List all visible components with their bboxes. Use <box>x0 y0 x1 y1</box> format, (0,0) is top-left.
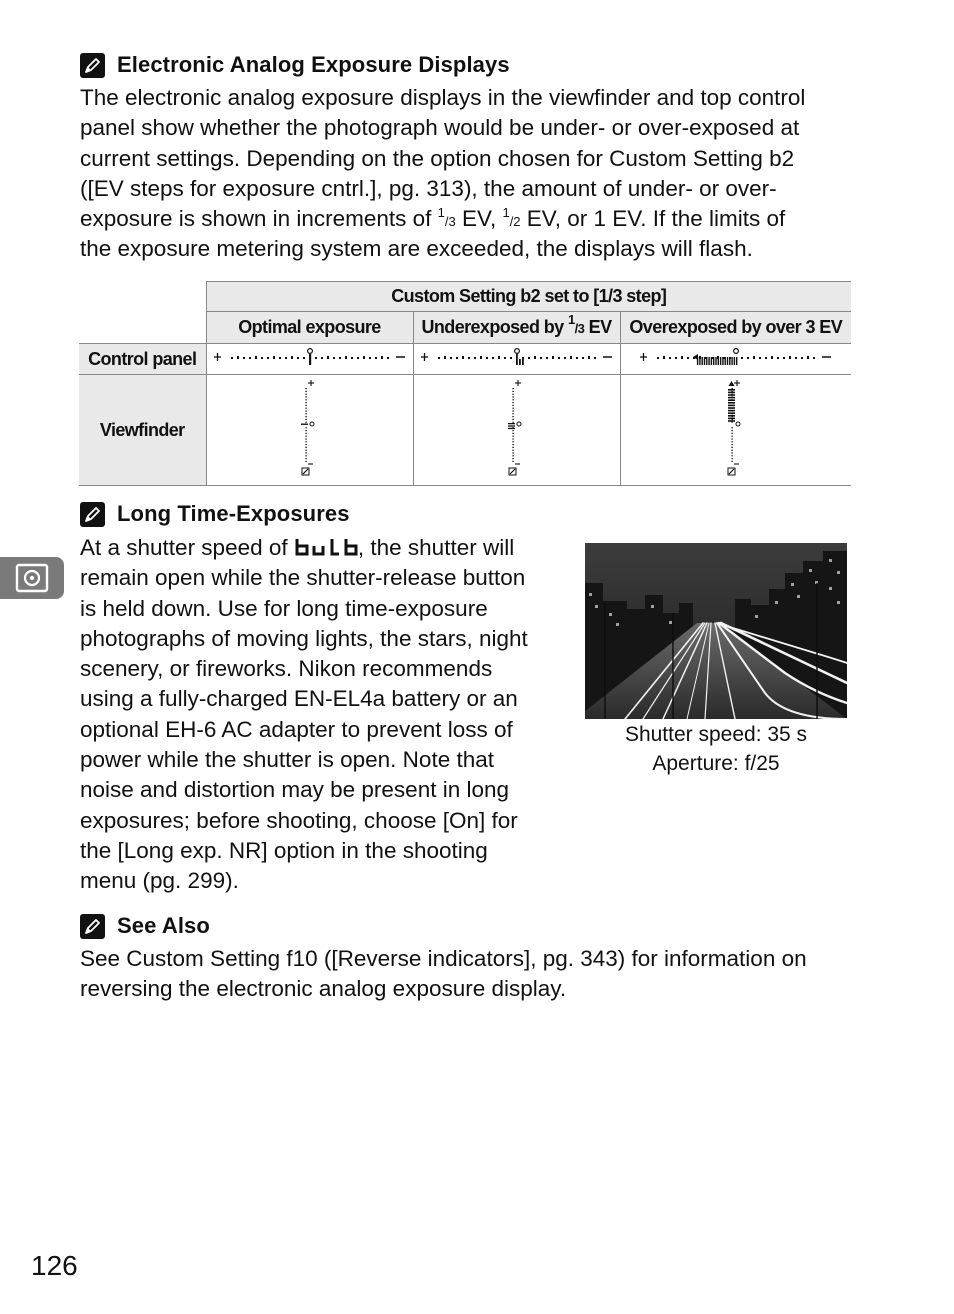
table-corner <box>79 312 206 344</box>
meter-tick <box>512 441 513 442</box>
meter-tick <box>438 357 440 359</box>
text-line: the [Long exp. NR] option in the shooting <box>80 837 488 863</box>
meter-tick <box>285 357 287 359</box>
zero-marker <box>734 348 739 353</box>
text-line: menu (pg. 299). <box>80 868 239 894</box>
exposure-bar <box>728 394 735 396</box>
meter-tick <box>741 357 743 359</box>
meter-tick <box>327 356 329 359</box>
meter-tick <box>305 413 306 414</box>
meter-tick <box>512 430 513 431</box>
exposure-bar <box>508 423 515 424</box>
exposure-bar <box>728 407 735 409</box>
column-header-underexposed <box>413 312 620 344</box>
meter-tick <box>789 356 791 359</box>
exposure-bar <box>734 357 735 365</box>
text-line: See Custom Setting f10 ([Reverse indicators], pg. 343) for information on <box>80 946 807 971</box>
meter-tick <box>305 399 306 400</box>
meter-tick <box>759 357 761 359</box>
header-text: Underexposed by <box>421 317 568 337</box>
meter-tick <box>450 357 452 359</box>
meter-tick <box>731 432 732 433</box>
meter-tick <box>512 444 513 445</box>
long-exposure-photo <box>585 543 847 719</box>
meter-tick <box>731 427 732 428</box>
viewfinder-meter-optimal <box>298 378 322 478</box>
table-group-header: Custom Setting b2 set to [1/3 step] <box>206 282 851 312</box>
meter-tick <box>363 356 365 359</box>
meter-tick <box>357 357 359 359</box>
note-heading-see-also <box>80 911 210 941</box>
table-corner <box>79 282 206 312</box>
exposure-bar <box>728 412 735 414</box>
text-line: scenery, or fireworks. Nikon recommends <box>80 656 493 682</box>
exposure-bar <box>729 357 730 365</box>
control-panel-display-optimal <box>206 344 413 375</box>
meter-tick <box>512 438 513 439</box>
meter-tick <box>669 357 671 359</box>
exposure-bar <box>728 389 735 391</box>
meter-tick <box>305 416 306 417</box>
meter-tick <box>279 357 281 359</box>
exposure-bar <box>309 354 311 365</box>
meter-tick <box>305 455 306 456</box>
column-header-overexposed: Overexposed by over 3 EV <box>620 312 851 344</box>
meter-tick <box>663 356 665 359</box>
meter-tick <box>492 357 494 359</box>
exposure-bar <box>720 357 721 365</box>
exposure-bar <box>706 357 707 365</box>
meter-tick <box>305 432 306 433</box>
metering-icon <box>15 563 49 593</box>
meter-scale <box>508 380 521 475</box>
text-line: reversing the electronic analog exposure display. <box>80 976 567 1002</box>
viewfinder-meter-under <box>505 378 529 478</box>
meter-tick <box>351 357 353 359</box>
analog-meter-optimal <box>212 347 407 367</box>
meter-tick <box>273 356 275 359</box>
text-run: exposure is shown in increments of <box>80 206 438 232</box>
meter-tick <box>765 357 767 359</box>
text-line: remain open while the shutter-release button <box>80 565 526 591</box>
meter-tick <box>528 357 530 359</box>
meter-tick <box>303 357 305 359</box>
meter-tick <box>801 357 803 359</box>
text-line: is held down. Use for long time-exposure <box>80 595 488 621</box>
analog-meter-over <box>638 347 833 367</box>
zero-marker <box>515 348 520 353</box>
meter-tick <box>305 396 306 397</box>
viewfinder-display-optimal <box>206 375 413 486</box>
meter-tick <box>731 446 732 447</box>
meter-tick <box>771 356 773 359</box>
meter-tick <box>444 356 446 359</box>
chapter-side-tab <box>0 557 64 599</box>
exposure-bar <box>722 357 723 365</box>
note-heading-long-time <box>80 499 350 529</box>
viewfinder-display-over <box>620 375 851 486</box>
viewfinder-meter-over <box>724 378 748 478</box>
pencil-note-icon <box>80 502 105 527</box>
meter-tick <box>512 388 513 389</box>
meter-tick <box>297 357 299 359</box>
meter-tick <box>546 357 548 359</box>
exposure-bar <box>716 357 717 365</box>
meter-tick <box>731 441 732 442</box>
exposure-bar <box>732 357 733 365</box>
meter-tick <box>570 356 572 359</box>
row-header-control-panel: Control panel <box>79 344 206 375</box>
meter-tick <box>480 356 482 359</box>
exposure-bar <box>728 402 735 404</box>
text-line: photographs of moving lights, the stars, night <box>80 625 528 651</box>
meter-tick <box>305 402 306 403</box>
meter-tick <box>305 441 306 442</box>
text-run: EV, or 1 EV. If the limits of <box>520 206 786 232</box>
meter-tick <box>291 356 293 359</box>
meter-tick <box>305 446 306 447</box>
text-line <box>80 533 528 563</box>
meter-tick <box>468 357 470 359</box>
text-line: The electronic analog exposure displays in the viewfinder and top control <box>80 85 806 110</box>
meter-tick <box>731 430 732 431</box>
text-run: At a shutter speed of <box>80 535 294 560</box>
text-line: panel show whether the photograph would be under- or over-exposed at <box>80 115 800 141</box>
exposure-bar <box>508 425 515 426</box>
over-arrow <box>728 381 734 386</box>
meter-tick <box>534 356 536 359</box>
note-heading-analog <box>80 50 510 80</box>
zero-marker <box>736 422 740 426</box>
meter-tick <box>687 357 689 359</box>
fraction-numerator: 1 <box>502 205 510 221</box>
exposure-bar <box>728 404 735 406</box>
text-line: power while the shutter is open. Note that <box>80 747 494 773</box>
exposure-bar <box>728 396 735 398</box>
meter-tick <box>512 413 513 414</box>
exposure-bar <box>728 420 735 422</box>
meter-tick <box>675 357 677 359</box>
meter-tick <box>305 407 306 408</box>
meter-tick <box>576 357 578 359</box>
zero-marker <box>308 348 313 353</box>
see-also-body-text <box>80 944 807 1005</box>
meter-tick <box>321 357 323 359</box>
meter-tick <box>339 357 341 359</box>
section-title: Electronic Analog Exposure Displays <box>117 52 510 77</box>
exposure-bar <box>728 415 735 417</box>
meter-tick <box>807 356 809 359</box>
exposure-bar <box>713 357 714 365</box>
viewfinder-display-under <box>413 375 620 486</box>
exposure-bar <box>728 409 735 411</box>
exposure-bar <box>711 357 712 365</box>
bulb-text: bulb <box>293 537 296 538</box>
zero-marker <box>517 422 521 426</box>
control-panel-display-under <box>413 344 620 375</box>
meter-tick <box>512 396 513 397</box>
long-time-body-text <box>80 533 528 897</box>
meter-tick <box>261 357 263 359</box>
exposure-bar <box>519 359 521 365</box>
meter-tick <box>731 452 732 453</box>
meter-tick <box>305 452 306 453</box>
meter-tick <box>731 444 732 445</box>
meter-scale <box>214 348 405 364</box>
over-arrow <box>693 354 698 360</box>
meter-tick <box>462 356 464 359</box>
text-line: optional EH-6 AC adapter to prevent loss of <box>80 716 513 742</box>
meter-tick <box>594 357 596 359</box>
exposure-bar <box>522 359 524 365</box>
meter-tick <box>558 357 560 359</box>
meter-tick <box>512 432 513 433</box>
meter-tick <box>305 388 306 389</box>
analog-meter-under <box>419 347 614 367</box>
text-line: using a fully-charged EN-EL4a battery or an <box>80 686 518 712</box>
meter-tick <box>305 393 306 394</box>
meter-scale <box>728 380 740 475</box>
pencil-note-icon <box>80 914 105 939</box>
meter-tick <box>305 460 306 461</box>
meter-tick <box>512 418 513 419</box>
meter-tick <box>267 357 269 359</box>
meter-tick <box>552 356 554 359</box>
meter-tick <box>305 430 306 431</box>
meter-tick <box>243 357 245 359</box>
exposure-bar <box>702 357 703 365</box>
meter-tick <box>512 390 513 391</box>
meter-tick <box>783 357 785 359</box>
exposure-bar <box>508 427 515 428</box>
meter-tick <box>237 356 239 359</box>
exposure-bar <box>704 357 705 365</box>
meter-tick <box>305 458 306 459</box>
meter-tick <box>305 449 306 450</box>
section-title: Long Time-Exposures <box>117 501 350 526</box>
meter-tick <box>381 356 383 359</box>
exposure-bar <box>718 357 719 365</box>
meter-tick <box>369 357 371 359</box>
meter-tick <box>512 410 513 411</box>
meter-tick <box>731 460 732 461</box>
header-text: EV <box>584 317 612 337</box>
pencil-note-icon <box>80 53 105 78</box>
fraction-numerator: 1 <box>567 312 575 327</box>
meter-tick <box>486 357 488 359</box>
zero-marker <box>310 422 314 426</box>
control-panel-display-over <box>620 344 851 375</box>
meter-tick <box>582 357 584 359</box>
meter-tick <box>731 435 732 436</box>
bulb-lcd-display <box>294 537 358 557</box>
exposure-bar <box>699 357 700 365</box>
meter-tick <box>512 402 513 403</box>
meter-tick <box>522 357 524 359</box>
meter-tick <box>512 460 513 461</box>
text-line: noise and distortion may be present in long <box>80 777 510 803</box>
meter-tick <box>512 452 513 453</box>
meter-tick <box>731 438 732 439</box>
meter-tick <box>474 357 476 359</box>
exposure-bar <box>728 417 735 419</box>
meter-tick <box>345 356 347 359</box>
meter-tick <box>315 357 317 359</box>
meter-tick <box>512 449 513 450</box>
meter-tick <box>777 357 779 359</box>
meter-tick <box>305 390 306 391</box>
meter-tick <box>305 435 306 436</box>
exposure-display-table <box>79 281 851 486</box>
column-header-optimal: Optimal exposure <box>206 312 413 344</box>
meter-tick <box>512 421 513 422</box>
analog-body-text <box>80 83 805 265</box>
meter-tick <box>512 446 513 447</box>
fraction-denominator: /3 <box>444 214 456 230</box>
meter-tick <box>305 418 306 419</box>
meter-tick <box>333 357 335 359</box>
text-line: current settings. Depending on the option chosen for Custom Setting b2 <box>80 145 795 171</box>
meter-tick <box>231 357 233 359</box>
meter-tick <box>512 404 513 405</box>
meter-tick <box>305 444 306 445</box>
meter-scale <box>640 348 831 364</box>
fraction-numerator: 1 <box>437 205 445 221</box>
exposure-bar <box>727 357 728 365</box>
meter-tick <box>813 357 815 359</box>
meter-tick <box>305 421 306 422</box>
meter-tick <box>305 410 306 411</box>
meter-tick <box>510 357 512 359</box>
fraction-denominator: /2 <box>509 214 521 230</box>
meter-tick <box>512 399 513 400</box>
meter-tick <box>249 357 251 359</box>
meter-tick <box>540 357 542 359</box>
meter-tick <box>305 427 306 428</box>
meter-tick <box>588 356 590 359</box>
meter-tick <box>731 458 732 459</box>
row-header-viewfinder: Viewfinder <box>79 375 206 486</box>
text-run: , the shutter will <box>357 535 515 560</box>
meter-tick <box>512 435 513 436</box>
meter-tick <box>375 357 377 359</box>
meter-tick <box>498 356 500 359</box>
meter-tick <box>305 404 306 405</box>
fraction-denominator: /3 <box>574 321 585 336</box>
exposure-bar <box>301 423 308 424</box>
meter-tick <box>512 407 513 408</box>
photo-caption-speed: Shutter speed: 35 s <box>624 723 808 746</box>
text-line <box>80 204 805 234</box>
page-number: 126 <box>31 1250 78 1281</box>
exposure-bar <box>728 399 735 401</box>
meter-tick <box>305 438 306 439</box>
exposure-bar <box>728 391 735 393</box>
meter-scale <box>301 380 314 475</box>
text-line: ([EV steps for exposure cntrl.], pg. 313), the amount of under- or over- <box>80 175 777 201</box>
exposure-bar <box>725 357 726 365</box>
text-run: EV, <box>455 206 503 232</box>
meter-tick <box>564 357 566 359</box>
meter-tick <box>512 455 513 456</box>
meter-tick <box>681 356 683 359</box>
meter-tick <box>387 357 389 359</box>
exposure-bar <box>736 357 737 365</box>
section-title: See Also <box>117 913 210 938</box>
photo-caption-aperture: Aperture: f/25 <box>652 752 780 775</box>
exposure-bar <box>516 354 518 365</box>
meter-tick <box>795 357 797 359</box>
text-line: the exposure metering system are exceeded, the displays will flash. <box>80 236 753 262</box>
meter-tick <box>657 357 659 359</box>
meter-tick <box>512 416 513 417</box>
meter-scale <box>421 348 612 364</box>
meter-tick <box>255 356 257 359</box>
meter-tick <box>731 449 732 450</box>
meter-tick <box>504 357 506 359</box>
meter-tick <box>753 356 755 359</box>
meter-tick <box>731 455 732 456</box>
meter-tick <box>512 458 513 459</box>
exposure-bar <box>709 357 710 365</box>
meter-tick <box>747 357 749 359</box>
meter-tick <box>512 393 513 394</box>
text-line: exposures; before shooting, choose [On] for <box>80 807 518 833</box>
meter-tick <box>456 357 458 359</box>
